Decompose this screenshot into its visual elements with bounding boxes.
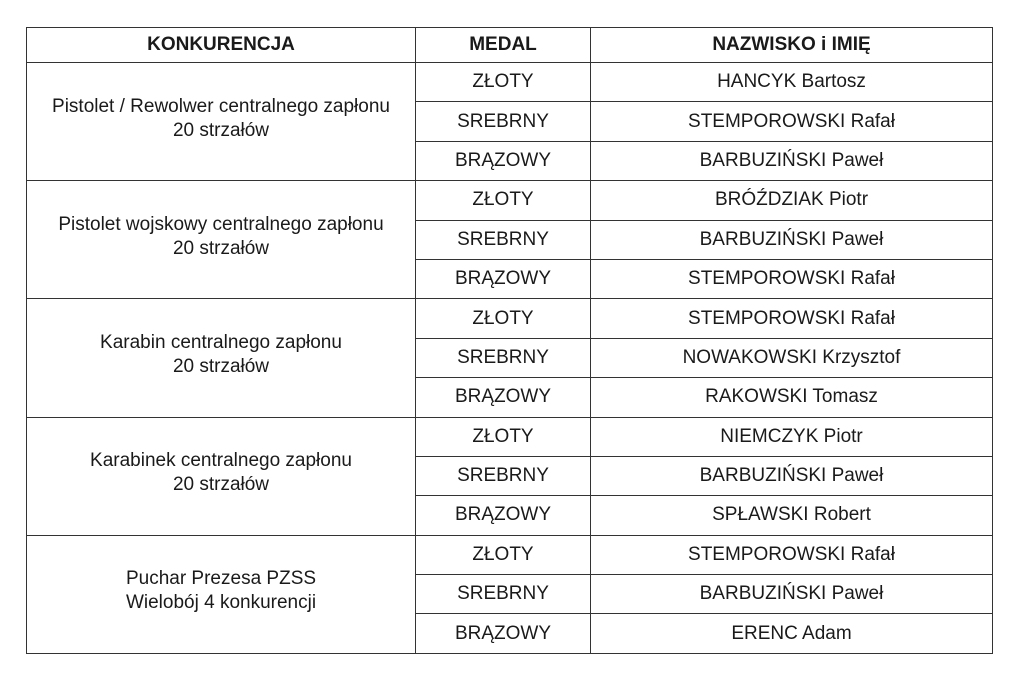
event-title: Pistolet / Rewolwer centralnego zapłonu (52, 95, 390, 117)
name-cell: BARBUZIŃSKI Paweł (591, 220, 993, 259)
name-cell: NIEMCZYK Piotr (591, 417, 993, 456)
medal-cell: ZŁOTY (416, 417, 591, 456)
event-cell (27, 63, 416, 181)
medal-cell: ZŁOTY (416, 63, 591, 102)
event-subtitle: 20 strzałów (172, 474, 270, 496)
name-cell: BRÓŹDZIAK Piotr (591, 181, 993, 220)
medal-cell: BRĄZOWY (416, 259, 591, 298)
event-title: Karabinek centralnego zapłonu (90, 450, 352, 472)
name-cell: NOWAKOWSKI Krzysztof (591, 338, 993, 377)
medal-cell: SREBRNY (416, 456, 591, 495)
name-cell: BARBUZIŃSKI Paweł (591, 575, 993, 614)
event-subtitle: 20 strzałów (172, 355, 270, 377)
medal-cell: ZŁOTY (416, 181, 591, 220)
header-medal: MEDAL (416, 28, 591, 63)
medal-cell: BRĄZOWY (416, 496, 591, 535)
name-cell: RAKOWSKI Tomasz (591, 378, 993, 417)
event-subtitle: 20 strzałów (172, 119, 270, 141)
event-cell (27, 417, 416, 535)
event-subtitle: Wielobój 4 konkurencji (125, 592, 317, 614)
name-cell: STEMPOROWSKI Rafał (591, 299, 993, 338)
table-row (27, 417, 993, 456)
table-row (27, 535, 993, 574)
event-cell (27, 535, 416, 653)
medal-cell: BRĄZOWY (416, 378, 591, 417)
name-cell: SPŁAWSKI Robert (591, 496, 993, 535)
medal-cell: SREBRNY (416, 102, 591, 141)
event-subtitle: 20 strzałów (172, 237, 270, 259)
name-cell: BARBUZIŃSKI Paweł (591, 141, 993, 180)
name-cell: STEMPOROWSKI Rafał (591, 259, 993, 298)
header-name: NAZWISKO i IMIĘ (591, 28, 993, 63)
name-cell: STEMPOROWSKI Rafał (591, 535, 993, 574)
event-title: Karabin centralnego zapłonu (100, 331, 342, 353)
medal-cell: ZŁOTY (416, 299, 591, 338)
table-row (27, 63, 993, 102)
table-row (27, 181, 993, 220)
name-cell: ERENC Adam (591, 614, 993, 653)
medal-cell: SREBRNY (416, 220, 591, 259)
medal-cell: SREBRNY (416, 575, 591, 614)
results-table (26, 27, 993, 654)
table-row (27, 299, 993, 338)
event-cell (27, 299, 416, 417)
name-cell: BARBUZIŃSKI Paweł (591, 456, 993, 495)
medal-cell: ZŁOTY (416, 535, 591, 574)
header-row (27, 28, 993, 63)
event-cell (27, 181, 416, 299)
header-event: KONKURENCJA (27, 28, 416, 63)
event-title: Pistolet wojskowy centralnego zapłonu (58, 213, 384, 235)
name-cell: STEMPOROWSKI Rafał (591, 102, 993, 141)
medal-cell: BRĄZOWY (416, 614, 591, 653)
medal-cell: SREBRNY (416, 338, 591, 377)
event-title: Puchar Prezesa PZSS (125, 568, 317, 590)
name-cell: HANCYK Bartosz (591, 63, 993, 102)
medal-cell: BRĄZOWY (416, 141, 591, 180)
